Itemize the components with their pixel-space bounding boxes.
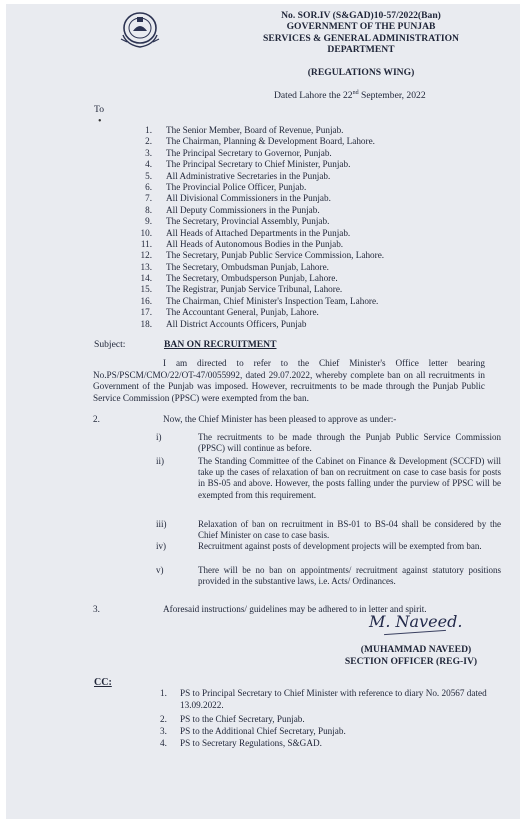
wing-title: (REGULATIONS WING) <box>307 67 415 78</box>
paragraph-2-intro: Now, the Chief Minister has been pleased to approve as under:- <box>163 414 397 424</box>
approval-item-number: v) <box>156 565 164 575</box>
addressee-text: The Principal Secretary to Governor, Punjab. <box>166 147 332 158</box>
addressee-text: All Heads of Attached Departments in the Punjab. <box>166 227 351 238</box>
addressee-text: The Accountant General, Punjab, Lahore. <box>166 307 319 318</box>
department-title: SERVICES & GENERAL ADMINISTRATION <box>263 33 459 44</box>
signatory-name: (MUHAMMAD NAVEED) <box>360 644 472 655</box>
addressee-text: The Senior Member, Board of Revenue, Punjab. <box>166 125 344 135</box>
addressee-item <box>118 159 478 170</box>
addressee-text: The Chairman, Chief Minister's Inspection Team, Lahore. <box>166 295 379 306</box>
addressee-text: The Chairman, Planning & Development Board, Lahore. <box>166 136 375 147</box>
addressee-number: 13. <box>140 261 152 272</box>
cc-item-number: 3. <box>160 726 167 736</box>
addressee-item <box>118 239 478 250</box>
reference-number: No. SOR.IV (S&GAD)10-57/2022(Ban) <box>281 10 441 21</box>
addressee-item <box>118 216 478 227</box>
cc-item-text: PS to the Additional Chief Secretary, Punjab. <box>180 726 346 736</box>
bullet-mark: • <box>98 116 102 127</box>
approval-item-text: Relaxation of ban on recruitment in BS-01 to BS-04 shall be considered by the Chief Minister on case to case basis. <box>198 519 501 541</box>
addressee-number: 2. <box>145 136 152 147</box>
addressee-text: All Divisional Commissioners in the Punjab. <box>166 193 331 204</box>
subject-label: Subject: <box>94 339 126 350</box>
paragraph-1: I am directed to refer to the Chief Minister's Office letter bearing No.PS/PSCM/CMO/22/OT-47/0055992, dated 29.07.2022, whereby complete ban on all recruitments in Government of the Punjab was imposed. However, recruitments to be made through the Punjab Public Service Commission (PPSC) were exempted from the ban. <box>93 358 485 403</box>
cc-item-text: PS to Secretary Regulations, S&GAD. <box>180 738 322 748</box>
addressee-number: 5. <box>145 170 152 181</box>
approval-item <box>156 456 501 501</box>
paragraph-2-number: 2. <box>93 414 100 424</box>
addressee-item <box>118 136 478 147</box>
addressee-item <box>118 250 478 261</box>
department-title-line2: DEPARTMENT <box>327 44 395 55</box>
cc-item-number: 2. <box>160 714 167 724</box>
addressee-item <box>118 171 478 182</box>
cc-item-text: PS to the Chief Secretary, Punjab. <box>180 714 305 724</box>
addressee-item <box>118 262 478 273</box>
handwritten-signature: M. Naveed. <box>369 612 463 631</box>
addressee-text: All Administrative Secretaries in the Punjab. <box>166 170 331 181</box>
document-page <box>6 4 520 819</box>
approval-item-text: The Standing Committee of the Cabinet on Finance & Development (SCCFD) will take up the cases of relaxation of ban on recruitment on case to case basis for posts in BS-05 and above. However, the posts falling under the purview of PPSC will be exempted from this requirement. <box>198 456 501 500</box>
cc-item <box>160 687 510 711</box>
addressee-item <box>118 193 478 204</box>
addressee-item <box>118 296 478 307</box>
addressee-text: The Provincial Police Officer, Punjab. <box>166 181 307 192</box>
addressee-number: 17. <box>140 307 152 318</box>
addressee-item <box>118 284 478 295</box>
to-label: To <box>94 104 104 115</box>
subject-text: BAN ON RECRUITMENT <box>164 339 277 350</box>
addressee-item <box>118 148 478 159</box>
approval-item-text: The recruitments to be made through the Punjab Public Service Commission (PPSC) will continue as before. <box>198 432 501 454</box>
approval-item-number: iv) <box>156 541 166 551</box>
addressee-number: 7. <box>145 193 152 204</box>
addressee-text: All District Accounts Officers, Punjab <box>166 318 307 329</box>
addressee-number: 1. <box>145 125 152 135</box>
punjab-government-emblem-icon <box>117 9 163 51</box>
addressee-text: The Principal Secretary to Chief Minister, Punjab. <box>166 159 351 170</box>
addressee-number: 9. <box>145 216 152 227</box>
cc-item-number: 4. <box>160 738 167 748</box>
approval-item <box>156 565 501 587</box>
addressee-number: 16. <box>140 295 152 306</box>
addressee-item <box>118 273 478 284</box>
addressee-item <box>118 319 478 330</box>
approval-item <box>156 541 501 552</box>
approval-item-number: i) <box>156 432 162 442</box>
cc-item <box>160 737 510 749</box>
cc-item-number: 1. <box>160 688 167 698</box>
approval-item-text: There will be no ban on appointments/ recruitment against statutory positions provided in the substantive laws, i.e. Acts/ Ordinances. <box>198 565 501 587</box>
addressee-number: 11. <box>140 238 152 249</box>
addressee-number: 12. <box>140 250 152 261</box>
approval-item-number: iii) <box>156 519 167 529</box>
cc-item-text: PS to Principal Secretary to Chief Minister with reference to diary No. 20567 dated 13.09.2022. <box>180 688 487 711</box>
signatory-designation: SECTION OFFICER (REG-IV) <box>344 656 478 667</box>
cc-label: CC: <box>94 677 112 688</box>
addressee-item <box>118 182 478 193</box>
addressee-number: 14. <box>140 273 152 284</box>
addressee-number: 4. <box>145 159 152 170</box>
addressee-number: 15. <box>140 284 152 295</box>
cc-item <box>160 713 510 725</box>
approval-item <box>156 432 501 454</box>
addressee-list <box>118 125 478 330</box>
addressee-text: The Secretary, Provincial Assembly, Punjab. <box>166 216 330 227</box>
cc-item <box>160 725 510 737</box>
addressee-number: 6. <box>145 181 152 192</box>
addressee-text: The Secretary, Ombudsman Punjab, Lahore. <box>166 261 329 272</box>
paragraph-3-text: Aforesaid instructions/ guidelines may be adhered to in letter and spirit. <box>163 604 427 614</box>
addressee-item <box>118 205 478 216</box>
addressee-text: All Heads of Autonomous Bodies in the Punjab. <box>166 238 344 249</box>
addressee-text: The Registrar, Punjab Service Tribunal, Lahore. <box>166 284 343 295</box>
approval-item-text: Recruitment against posts of development projects will be exempted from ban. <box>198 541 482 551</box>
addressee-item <box>118 307 478 318</box>
addressee-number: 8. <box>145 204 152 215</box>
addressee-text: All Deputy Commissioners in the Punjab. <box>166 204 320 215</box>
addressee-number: 3. <box>145 147 152 158</box>
addressee-text: The Secretary, Punjab Public Service Commission, Lahore. <box>166 250 385 261</box>
approval-item <box>156 519 501 541</box>
approval-item-number: ii) <box>156 456 164 466</box>
date-line: Dated Lahore the 22nd September, 2022 <box>274 90 426 102</box>
addressee-number: 18. <box>140 318 152 329</box>
addressee-item <box>118 125 478 136</box>
paragraph-3-number: 3. <box>93 604 100 614</box>
addressee-text: The Secretary, Ombudsperson Punjab, Lahore. <box>166 273 338 284</box>
addressee-item <box>118 228 478 239</box>
government-title: GOVERNMENT OF THE PUNJAB <box>286 21 436 32</box>
addressee-number: 10. <box>140 227 152 238</box>
